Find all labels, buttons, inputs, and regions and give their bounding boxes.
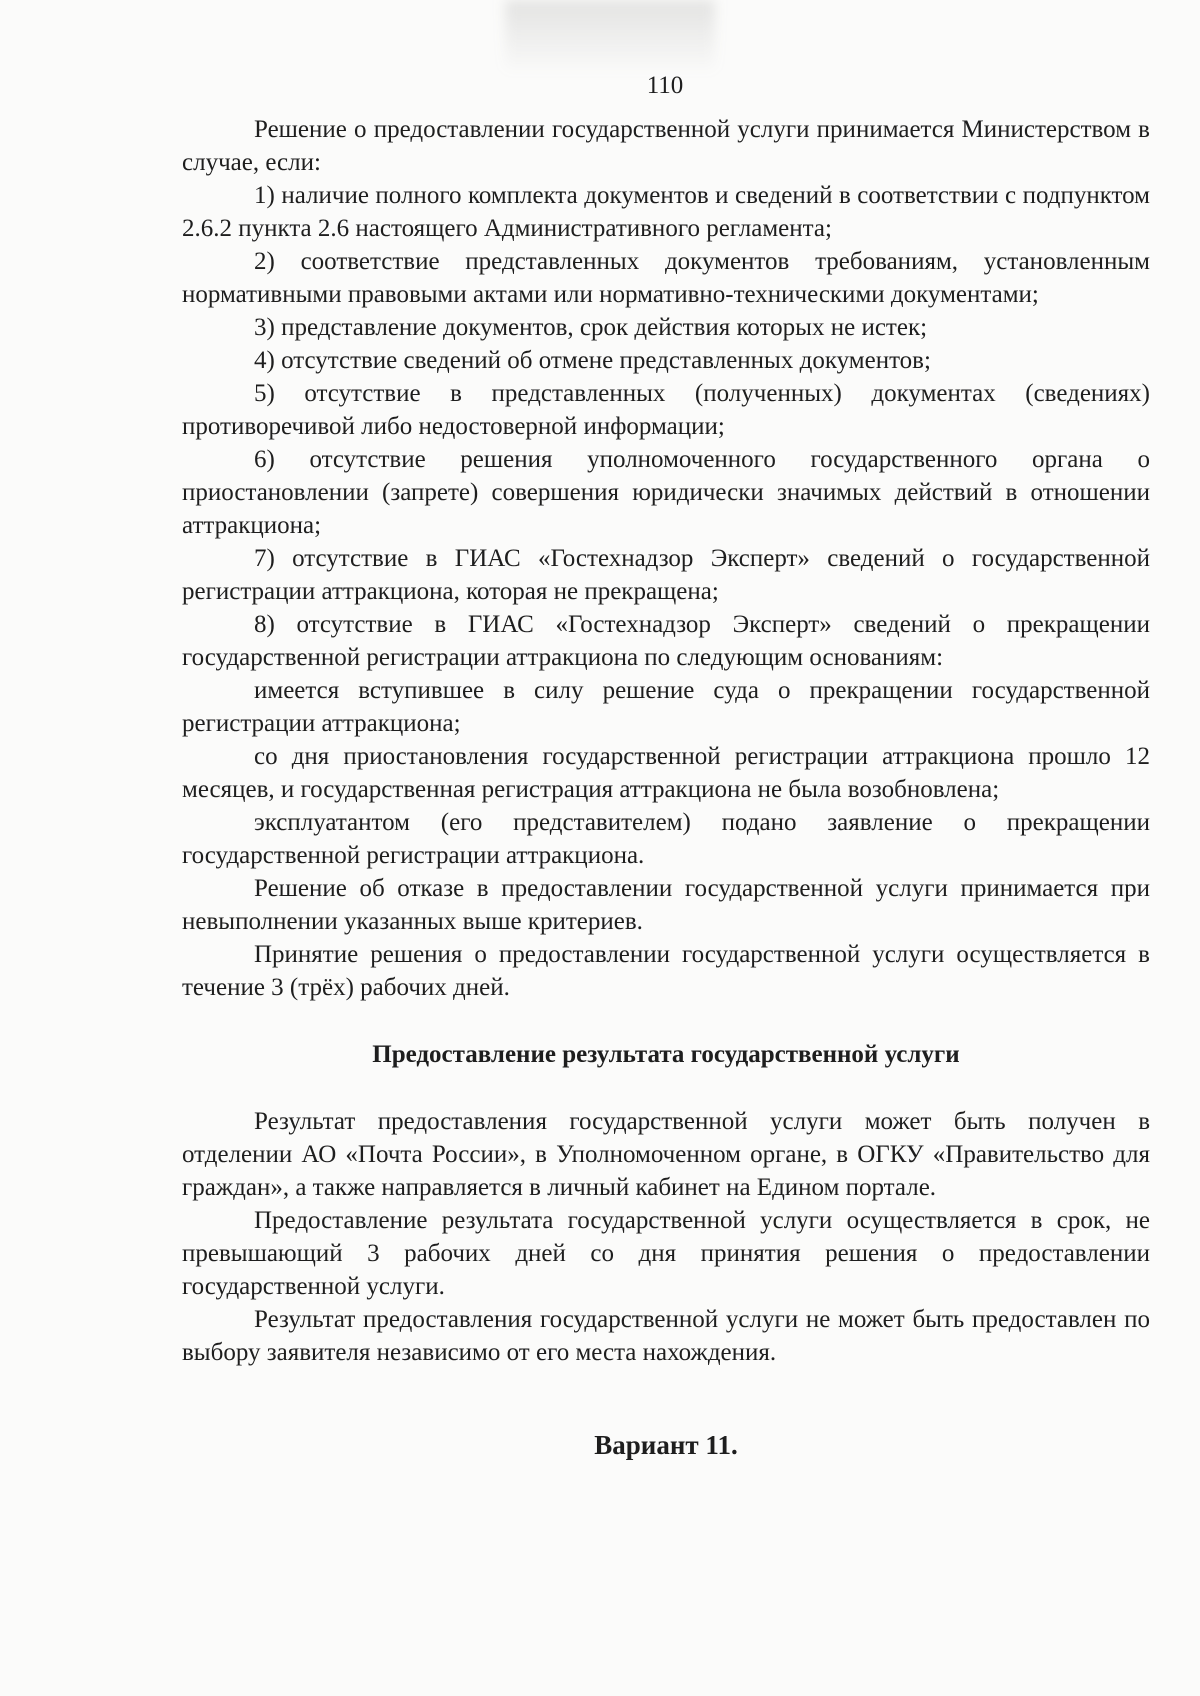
scan-artifact [505, 0, 715, 70]
document-body [182, 113, 1150, 1463]
sub-list-item: эксплуатантом (его представителем) подано заявление о прекращении государственной регистрации аттракциона. [182, 809, 1150, 869]
section-heading-variant: Вариант 11. [594, 1430, 738, 1460]
page-number: 110 [646, 72, 684, 99]
list-item: 2) соответствие представленных документов требованиям, установленным нормативными правовыми актами или нормативно-техническими документами; [182, 248, 1150, 308]
list-item: 1) наличие полного комплекта документов и сведений в соответствии с подпунктом 2.6.2 пункта 2.6 настоящего Административного регламента; [182, 182, 1150, 242]
paragraph: Решение о предоставлении государственной услуги принимается Министерством в случае, если: [182, 116, 1150, 176]
list-item: 7) отсутствие в ГИАС «Гостехнадзор Эксперт» сведений о государственной регистрации аттракциона, которая не прекращена; [182, 545, 1150, 605]
paragraph: Решение об отказе в предоставлении государственной услуги принимается при невыполнении указанных выше критериев. [182, 875, 1150, 935]
section-heading-result: Предоставление результата государственной услуги [372, 1041, 960, 1068]
paragraph: Результат предоставления государственной услуги не может быть предоставлен по выбору заявителя независимо от его места нахождения. [182, 1306, 1150, 1366]
list-item: 6) отсутствие решения уполномоченного государственного органа о приостановлении (запрете) совершения юридически значимых действий в отношении аттракциона; [182, 446, 1150, 539]
list-item: 8) отсутствие в ГИАС «Гостехнадзор Эксперт» сведений о прекращении государственной регистрации аттракциона по следующим основаниям: [182, 611, 1150, 671]
sub-list-item: со дня приостановления государственной регистрации аттракциона прошло 12 месяцев, и государственная регистрация аттракциона не была возобновлена; [182, 743, 1150, 803]
paragraph: Принятие решения о предоставлении государственной услуги осуществляется в течение 3 (трёх) рабочих дней. [182, 941, 1150, 1001]
paragraph: Предоставление результата государственной услуги осуществляется в срок, не превышающий 3 рабочих дней со дня принятия решения о предоставлении государственной услуги. [182, 1207, 1150, 1300]
list-item: 4) отсутствие сведений об отмене представленных документов; [254, 347, 931, 374]
sub-list-item: имеется вступившее в силу решение суда о прекращении государственной регистрации аттракциона; [182, 677, 1150, 737]
paragraph: Результат предоставления государственной услуги может быть получен в отделении АО «Почта России», в Уполномоченном органе, в ОГКУ «Правительство для граждан», а также направляется в личный кабинет на Едином портале. [182, 1108, 1150, 1201]
list-item: 3) представление документов, срок действия которых не истек; [254, 314, 928, 341]
list-item: 5) отсутствие в представленных (полученных) документах (сведениях) противоречивой либо недостоверной информации; [182, 380, 1150, 440]
